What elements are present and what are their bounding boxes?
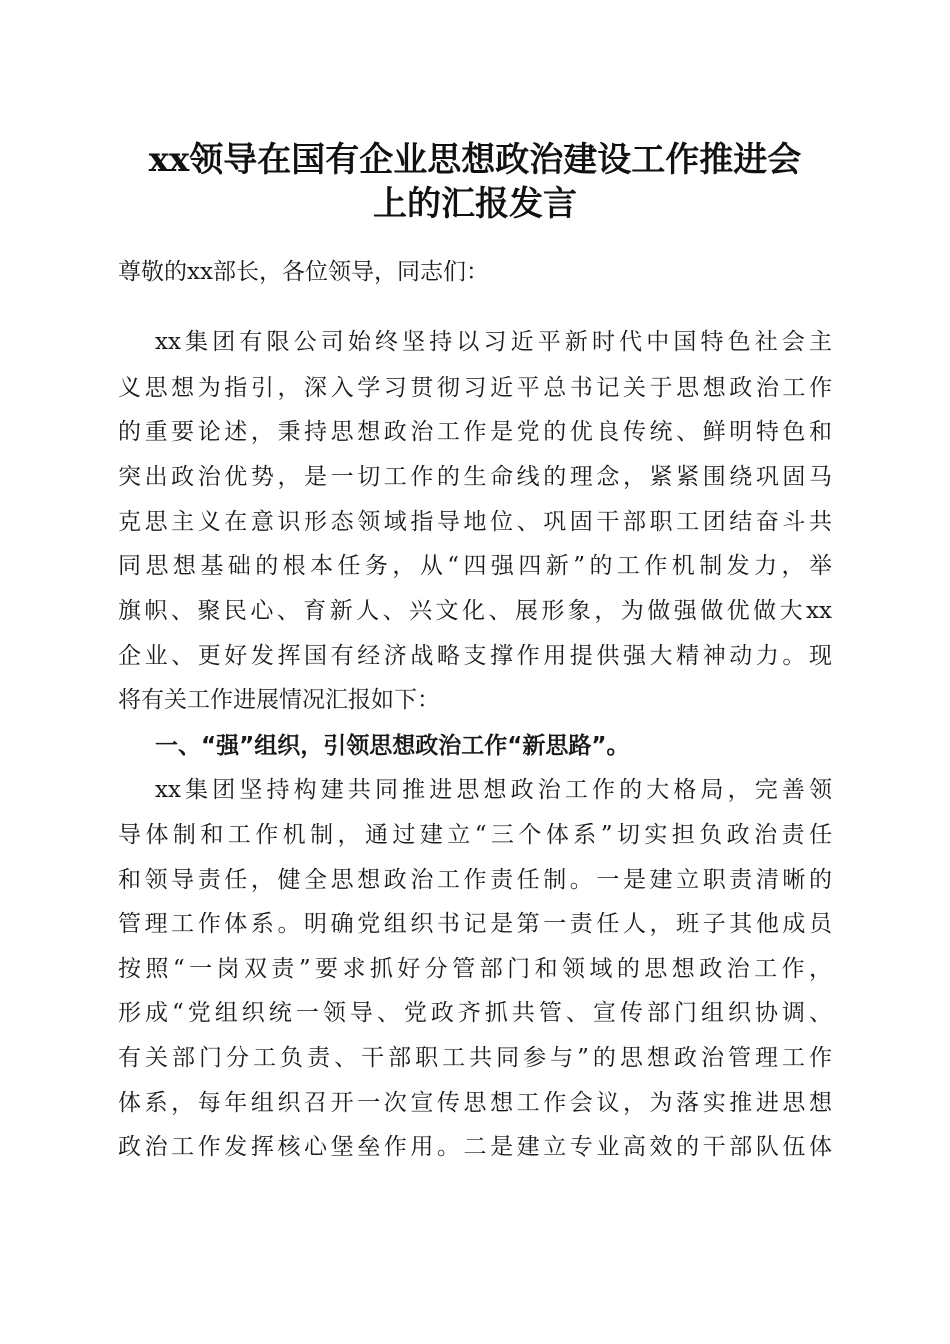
title-line-2: 上的汇报发言	[373, 184, 577, 224]
paragraph-2-line: 体系，每年组织召开一次宣传思想工作会议，为落实推进思想	[118, 1090, 832, 1116]
paragraph-2-line: 导体制和工作机制，通过建立“三个体系”切实担负政治责任	[118, 822, 832, 848]
paragraph-1-line: 同思想基础的根本任务，从“四强四新”的工作机制发力，举	[118, 553, 832, 579]
paragraph-2-line: 管理工作体系。明确党组织书记是第一责任人，班子其他成员	[118, 911, 832, 937]
paragraph-2-line: xx集团坚持构建共同推进思想政治工作的大格局，完善领	[155, 777, 832, 803]
paragraph-2-line: 有关部门分工负责、干部职工共同参与”的思想政治管理工作	[118, 1045, 832, 1071]
paragraph-1-line: xx集团有限公司始终坚持以习近平新时代中国特色社会主	[155, 329, 832, 355]
paragraph-1-line: 突出政治优势，是一切工作的生命线的理念，紧紧围绕巩固马	[118, 464, 832, 490]
salutation: 尊敬的xx部长，各位领导，同志们：	[118, 259, 489, 285]
section-heading: 一、“强”组织，引领思想政治工作“新思路”。	[155, 733, 630, 759]
paragraph-1-line: 将有关工作进展情况汇报如下：	[118, 687, 440, 713]
paragraph-2-line: 政治工作发挥核心堡垒作用。二是建立专业高效的干部队伍体	[118, 1134, 832, 1160]
paragraph-1-line: 旗帜、聚民心、育新人、兴文化、展形象，为做强做优做大xx	[118, 598, 832, 624]
paragraph-2-line: 和领导责任，健全思想政治工作责任制。一是建立职责清晰的	[118, 867, 832, 893]
title-line-1: xx领导在国有企业思想政治建设工作推进会	[148, 140, 802, 180]
document-title	[118, 138, 832, 226]
paragraph-1-line: 义思想为指引，深入学习贯彻习近平总书记关于思想政治工作	[118, 375, 832, 401]
paragraph-1-line: 的重要论述，秉持思想政治工作是党的优良传统、鲜明特色和	[118, 419, 832, 445]
paragraph-1-line: 企业、更好发挥国有经济战略支撑作用提供强大精神动力。现	[118, 643, 832, 669]
paragraph-2-line: 形成“党组织统一领导、党政齐抓共管、宣传部门组织协调、	[118, 1000, 832, 1026]
paragraph-1-line: 克思主义在意识形态领域指导地位、巩固干部职工团结奋斗共	[118, 509, 832, 535]
paragraph-2-line: 按照“一岗双责”要求抓好分管部门和领域的思想政治工作，	[118, 956, 832, 982]
